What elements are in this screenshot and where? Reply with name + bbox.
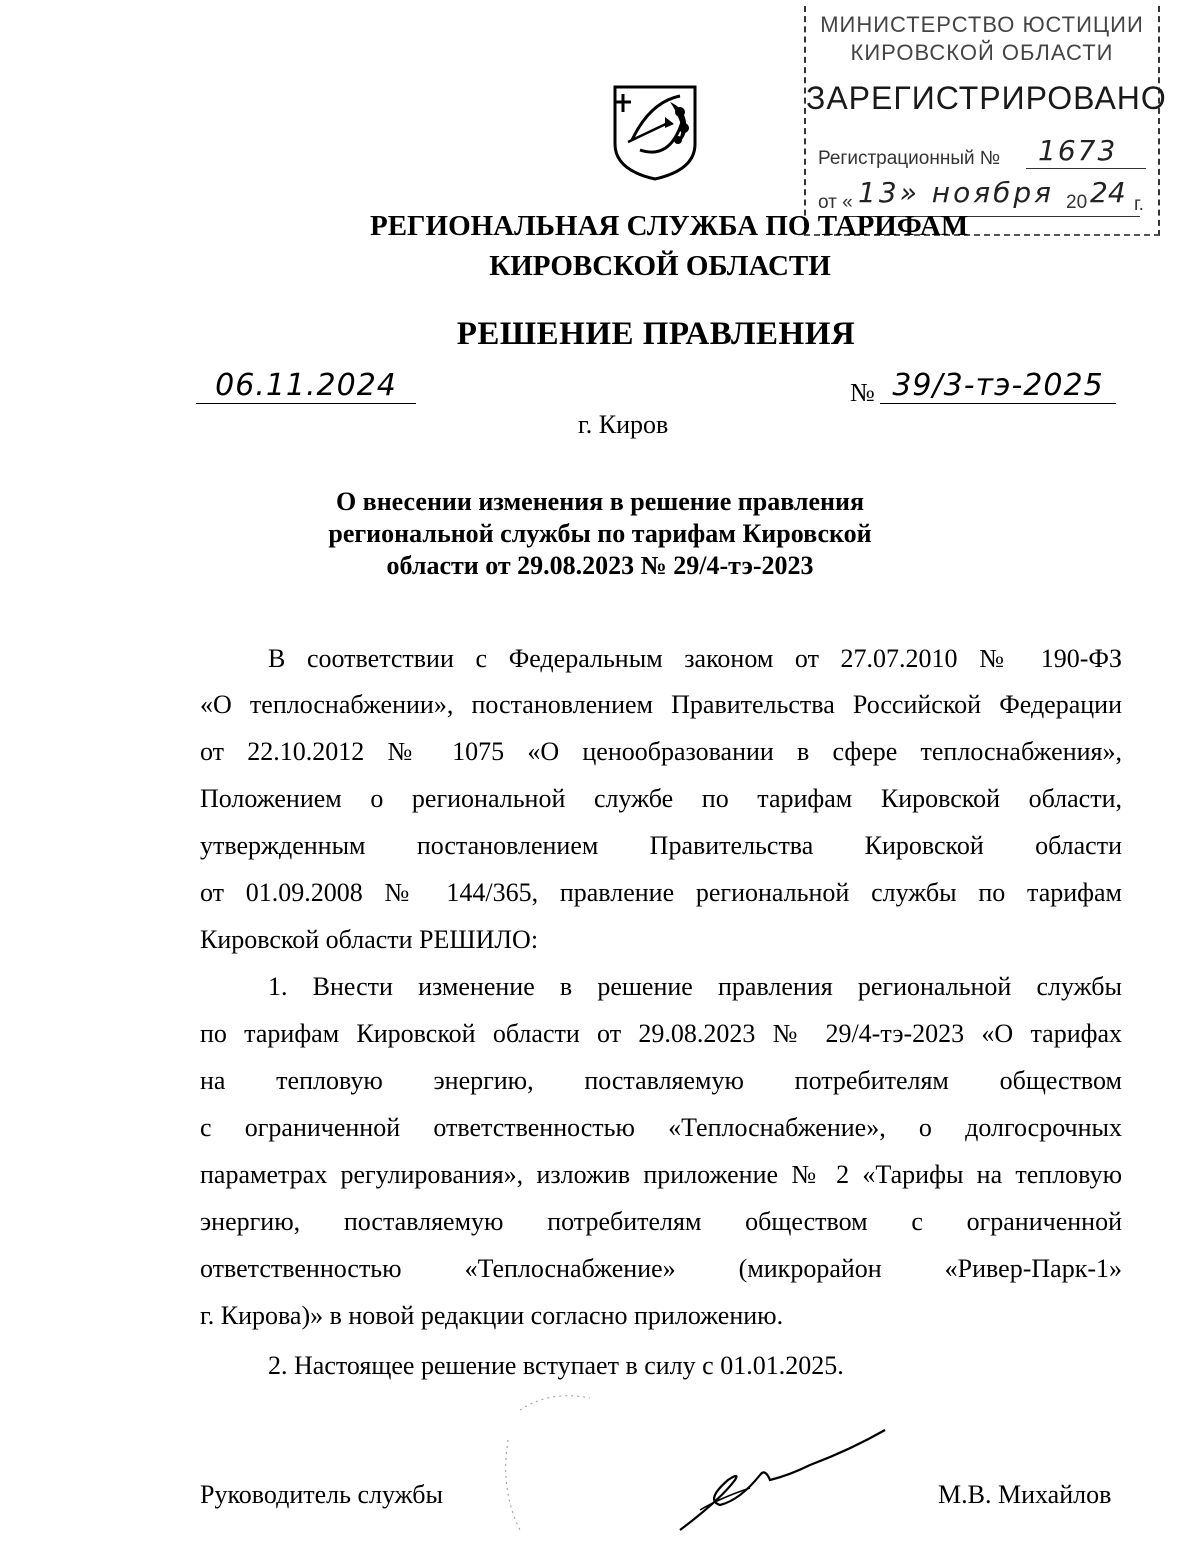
- document-subject: [300, 486, 900, 582]
- subject-line: О внесении изменения в решение правления: [335, 487, 865, 516]
- subject-line: области от 29.08.2023 № 29/4-тэ-2023: [386, 551, 814, 580]
- stamp-date-handwritten: 13» ноября: [858, 176, 1054, 209]
- stamp-reg-underline: [1026, 168, 1146, 169]
- item1-line: энергию, поставляемую потребителям обществом с ограниченной: [200, 1207, 1122, 1236]
- item1-line: ответственностью «Теплоснабжение» (микрорайон «Ривер-Парк-1»: [200, 1254, 1122, 1283]
- stamp-reg-number: 1673: [1038, 134, 1118, 167]
- document-date: 06.11.2024: [196, 368, 416, 404]
- subject-line: региональной службы по тарифам Кировской: [328, 519, 872, 548]
- stamp-region-line: КИРОВСКОЙ ОБЛАСТИ: [850, 40, 1114, 65]
- preamble-line: «О теплоснабжении», постановлением Правительства Российской Федерации: [200, 690, 1122, 719]
- stamp-date-year-prefix: 20: [1066, 192, 1088, 213]
- item1-line: параметрах регулирования», изложив приложение № 2 «Тарифы на тепловую: [200, 1160, 1122, 1189]
- coat-of-arms-emblem: [610, 82, 700, 182]
- registration-stamp: [804, 6, 1167, 236]
- agency-name-line1: РЕГИОНАЛЬНАЯ СЛУЖБА ПО ТАРИФАМ: [370, 210, 969, 242]
- stamp-date-suffix: г.: [1134, 194, 1144, 215]
- preamble-line: В соответствии с Федеральным законом от 27.07.2010 № 190-ФЗ: [268, 644, 1122, 673]
- preamble-line: Кировской области РЕШИЛО:: [200, 925, 539, 954]
- item1-line: по тарифам Кировской области от 29.08.2023 № 29/4-тэ-2023 «О тарифах: [200, 1019, 1122, 1048]
- item1-line: 1. Внести изменение в решение правления региональной службы: [268, 972, 1122, 1001]
- handwritten-signature: [490, 1380, 890, 1553]
- document-number: 39/3-тэ-2025: [880, 368, 1116, 404]
- number-sign: №: [850, 378, 875, 407]
- preamble-line: утвержденным постановлением Правительства Кировской области: [200, 831, 1122, 860]
- stamp-registered-line: ЗАРЕГИСТРИРОВАНО: [806, 80, 1167, 116]
- item1-line: на тепловую энергию, поставляемую потребителям обществом: [200, 1066, 1122, 1095]
- city-label: г. Киров: [578, 410, 669, 439]
- preamble-line: от 22.10.2012 № 1075 «О ценообразовании в сфере теплоснабжения»,: [200, 737, 1122, 766]
- agency-name-line2: КИРОВСКОЙ ОБЛАСТИ: [489, 250, 831, 282]
- document-type-title: РЕШЕНИЕ ПРАВЛЕНИЯ: [456, 316, 856, 352]
- signer-name: М.В. Михайлов: [938, 1480, 1112, 1509]
- preamble-line: Положением о региональной службе по тарифам Кировской области,: [200, 784, 1122, 813]
- stamp-date-year: 24: [1090, 176, 1126, 209]
- preamble-line: от 01.09.2008 № 144/365, правление региональной службы по тарифам: [200, 878, 1122, 907]
- item2-line: 2. Настоящее решение вступает в силу с 01.01.2025.: [268, 1351, 844, 1380]
- signer-title: Руководитель службы: [200, 1480, 443, 1509]
- stamp-date-prefix: от «: [818, 192, 853, 213]
- item1-line: г. Кирова)» в новой редакции согласно приложению.: [200, 1301, 784, 1330]
- item1-line: с ограниченной ответственностью «Теплоснабжение», о долгосрочных: [200, 1113, 1122, 1142]
- stamp-ministry-line: МИНИСТЕРСТВО ЮСТИЦИИ: [820, 12, 1144, 37]
- stamp-reg-label: Регистрационный №: [818, 148, 1001, 169]
